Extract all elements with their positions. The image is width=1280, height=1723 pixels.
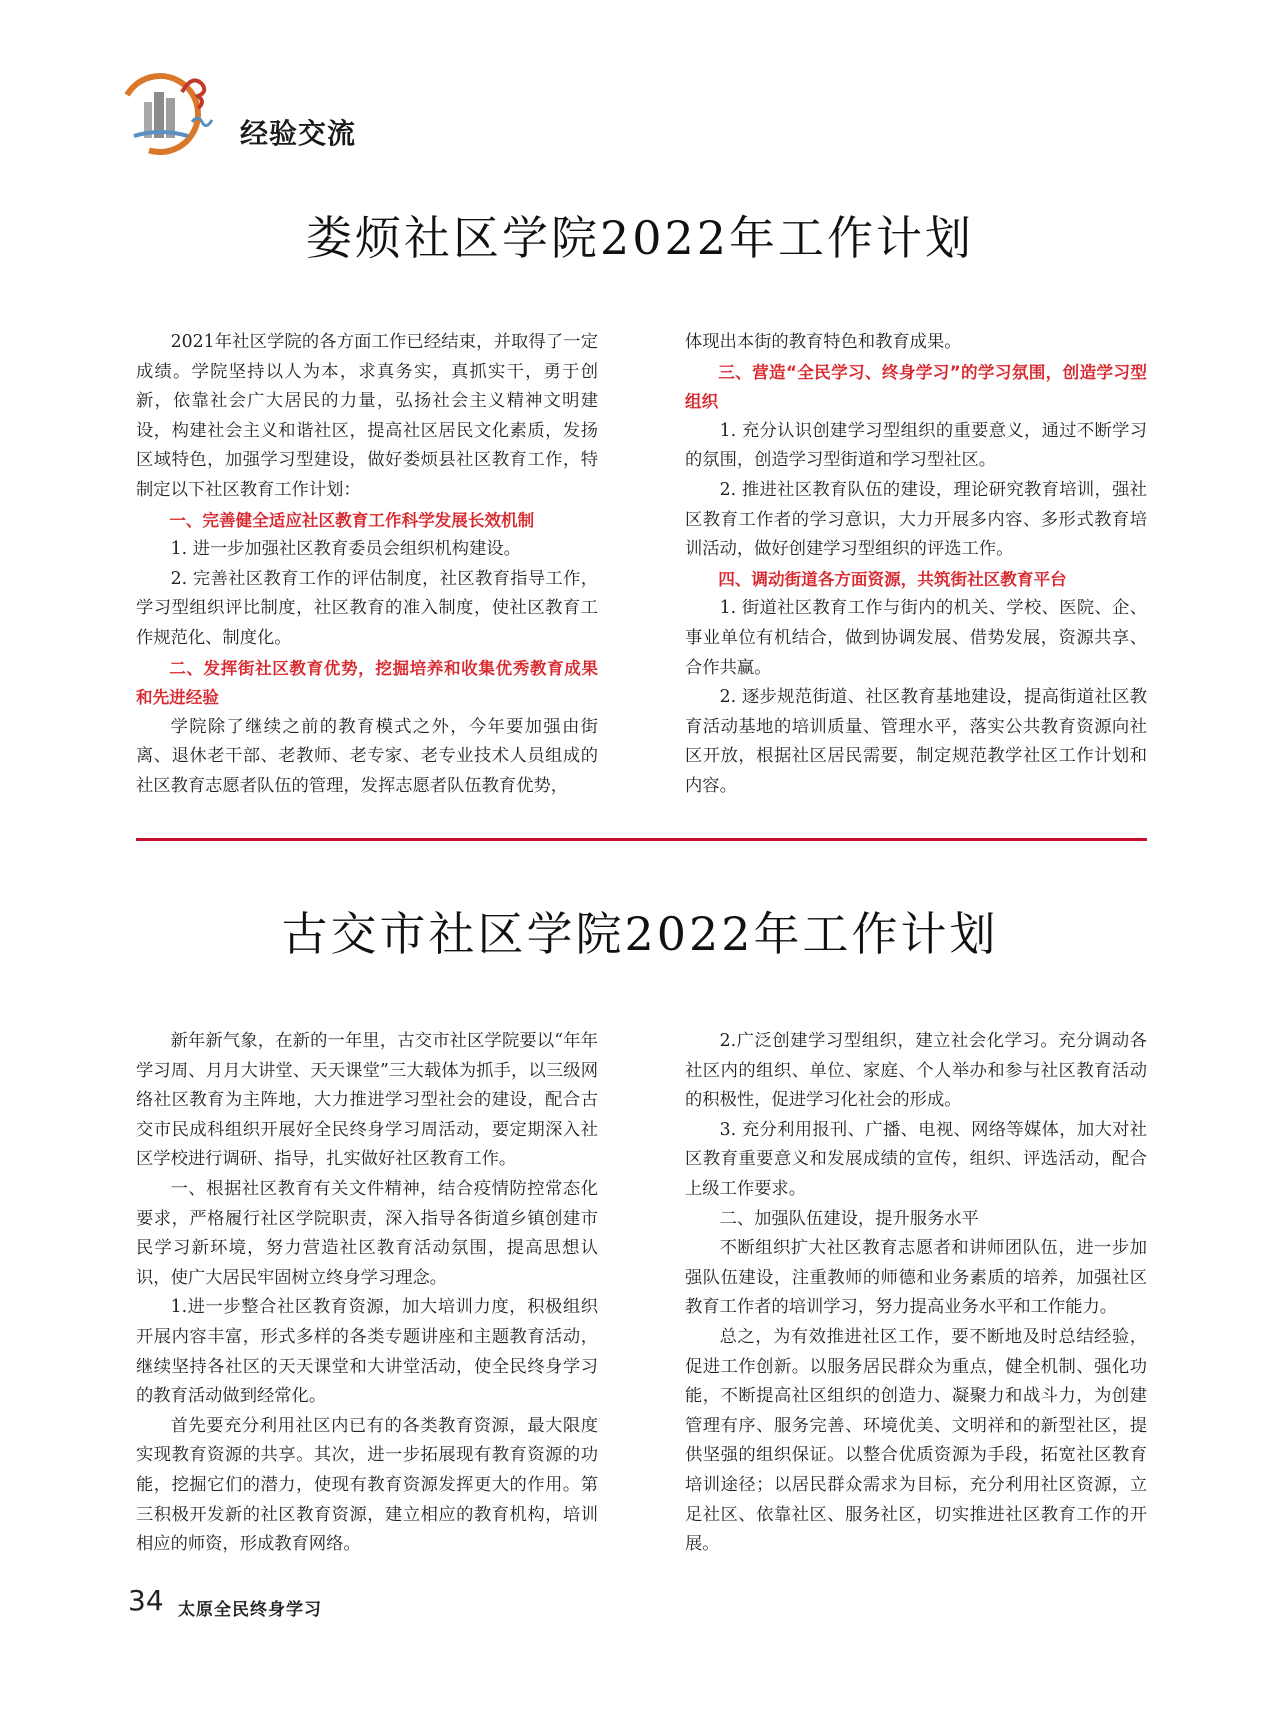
paragraph: 1.进一步整合社区教育资源，加大培训力度，积极组织开展内容丰富，形式多样的各类专题讲座和主题教育活动，继续坚持各社区的天天课堂和大讲堂活动，使全民终身学习的教育活动做到经常化。 [136, 1297, 598, 1407]
paragraph: 1. 街道社区教育工作与街内的机关、学校、医院、企、事业单位有机结合，做到协调发展、借势发展，资源共享、合作共赢。 [685, 598, 1147, 678]
paragraph: 不断组织扩大社区教育志愿者和讲师团队伍，进一步加强队伍建设，注重教师的师德和业务素质的培养，加强社区教育工作者的培训学习，努力提高业务水平和工作能力。 [685, 1238, 1147, 1318]
article1-right-column [685, 328, 1147, 798]
article2-left-column [136, 1027, 598, 1567]
paragraph: 体现出本街的教育特色和教育成果。 [685, 332, 962, 352]
section-heading: 三、营造“全民学习、终身学习”的学习氛围，创造学习型组织 [685, 362, 1147, 412]
paragraph: 二、加强队伍建设，提升服务水平 [719, 1208, 979, 1229]
section-heading: 二、发挥街社区教育优势，挖掘培养和收集优秀教育成果和先进经验 [136, 658, 598, 708]
paragraph: 2021年社区学院的各方面工作已经结束，并取得了一定成绩。学院坚持以人为本，求真务实，真抓实干，勇于创新，依靠社会广大居民的力量，弘扬社会主义精神文明建设，构建社会主义和谐社区，提高社区居民文化素质，发扬区域特色，加强学习型建设，做好娄烦县社区教育工作，特制定以下社区教育工作计划： [136, 332, 598, 500]
section-heading: 四、调动街道各方面资源，共筑街社区教育平台 [718, 569, 1067, 589]
paragraph: 2. 完善社区教育工作的评估制度，社区教育指导工作，学习型组织评比制度，社区教育的准入制度，使社区教育工作规范化、制度化。 [136, 568, 598, 648]
article-divider [136, 838, 1147, 841]
community-college-logo-icon [112, 62, 222, 162]
paragraph: 3. 充分利用报刊、广播、电视、网络等媒体，加大对社区教育重要意义和发展成绩的宣传，组织、评选活动，配合上级工作要求。 [685, 1119, 1147, 1199]
publication-title: 太原全民终身学习 [178, 1600, 322, 1620]
article2-title: 古交市社区学院2022年工作计划 [281, 907, 999, 961]
page-number: 34 [128, 1584, 164, 1617]
article2-right-column [685, 1027, 1147, 1567]
section-tag: 经验交流 [240, 117, 357, 150]
section-heading: 一、完善健全适应社区教育工作科学发展长效机制 [169, 510, 535, 530]
article1-title: 娄烦社区学院2022年工作计划 [305, 211, 975, 265]
paragraph: 一、根据社区教育有关文件精神，结合疫情防控常态化要求，严格履行社区学院职责，深入指导各街道乡镇创建市民学习新环境，努力营造社区教育活动氛围，提高思想认识，使广大居民牢固树立终身学习理念。 [136, 1178, 598, 1288]
paragraph: 1. 进一步加强社区教育委员会组织机构建设。 [170, 539, 521, 560]
paragraph: 2.广泛创建学习型组织，建立社会化学习。充分调动各社区内的组织、单位、家庭、个人举办和参与社区教育活动的积极性，促进学习化社会的形成。 [685, 1031, 1147, 1111]
logo-graphic [112, 62, 222, 162]
paragraph: 新年新气象，在新的一年里，古交市社区学院要以“年年学习周、月月大讲堂、天天课堂”三大载体为抓手，以三级网络社区教育为主阵地，大力推进学习型社会的建设，配合古交市民成科组织开展好全民终身学习周活动，要定期深入社区学校进行调研、指导，扎实做好社区教育工作。 [136, 1031, 598, 1170]
paragraph: 首先要充分利用社区内已有的各类教育资源，最大限度实现教育资源的共享。其次，进一步拓展现有教育资源的功能，挖掘它们的潜力，使现有教育资源发挥更大的作用。第三积极开发新的社区教育资源，建立相应的教育机构，培训相应的师资，形成教育网络。 [136, 1415, 598, 1555]
paragraph: 1. 充分认识创建学习型组织的重要意义，通过不断学习的氛围，创造学习型街道和学习型社区。 [685, 420, 1147, 471]
paragraph: 2. 逐步规范街道、社区教育基地建设，提高街道社区教育活动基地的培训质量、管理水平，落实公共教育资源向社区开放，根据社区居民需要，制定规范教学社区工作计划和内容。 [685, 687, 1147, 796]
paragraph: 学院除了继续之前的教育模式之外，今年要加强由街离、退休老干部、老教师、老专家、老专业技术人员组成的社区教育志愿者队伍的管理，发挥志愿者队伍教育优势， [136, 716, 598, 796]
paragraph: 总之，为有效推进社区工作，要不断地及时总结经验，促进工作创新。以服务居民群众为重点，健全机制、强化功能，不断提高社区组织的创造力、凝聚力和战斗力，为创建管理有序、服务完善、环境优美、文明祥和的新型社区，提供坚强的组织保证。以整合优质资源为手段，拓宽社区教育培训途径；以居民群众需求为目标，充分利用社区资源，立足社区、依靠社区、服务社区，切实推进社区教育工作的开展。 [685, 1326, 1147, 1555]
paragraph: 2. 推进社区教育队伍的建设，理论研究教育培训，强社区教育工作者的学习意识，大力开展多内容、多形式教育培训活动，做好创建学习型组织的评选工作。 [685, 479, 1147, 560]
article1-left-column [136, 328, 598, 798]
